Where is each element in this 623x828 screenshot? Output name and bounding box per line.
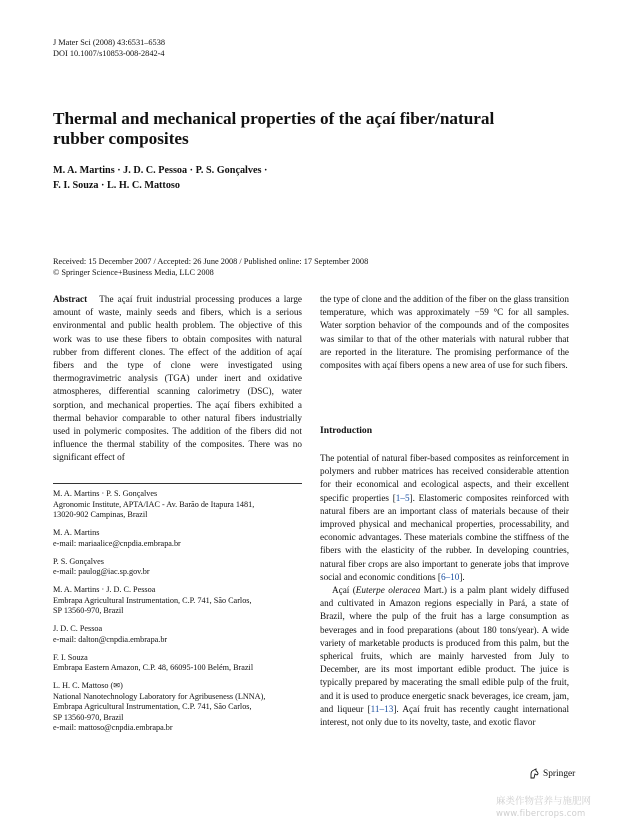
- affiliation-address: 13020-902 Campinas, Brazil: [53, 510, 148, 520]
- affiliation-email[interactable]: e-mail: mattoso@cnpdia.embrapa.br: [53, 723, 173, 733]
- author-list: [53, 164, 523, 193]
- affiliation-names: P. S. Gonçalves: [53, 556, 104, 566]
- intro-p1-text-c: ].: [459, 571, 465, 582]
- affiliation-entry: [53, 624, 302, 645]
- affiliation-entry: [53, 557, 302, 578]
- authors-line-1: M. A. Martins · J. D. C. Pessoa · P. S. Gonçalves ·: [53, 165, 268, 176]
- affiliation-address: National Nanotechnology Laboratory for Agribuseness (LNNA),: [53, 691, 266, 701]
- abstract-paragraph: [53, 293, 302, 465]
- copyright-line: © Springer Science+Business Media, LLC 2008: [53, 268, 214, 277]
- species-name: Euterpe oleracea: [355, 585, 421, 596]
- intro-p2-text-a: Açaí (: [332, 585, 356, 596]
- paper-title: Thermal and mechanical properties of the açaí fiber/natural rubber composites: [53, 109, 495, 148]
- affiliation-entry: [53, 585, 302, 617]
- affiliation-divider: [53, 483, 302, 484]
- affiliation-address: Embrapa Eastern Amazon, C.P. 48, 66095-100 Belém, Brazil: [53, 663, 254, 673]
- affiliation-address: SP 13560-970, Brazil: [53, 712, 124, 722]
- affiliation-entry: [53, 489, 302, 521]
- publisher-name: Springer: [543, 769, 576, 779]
- journal-doi: DOI 10.1007/s10853-008-2842-4: [53, 49, 165, 58]
- affiliation-email[interactable]: e-mail: dalton@cnpdia.embrapa.br: [53, 634, 168, 644]
- intro-p1-text-b: ]. Elastomeric composites reinforced with natural fibers are an important class of materials because of their improved physical and mechanical properties, processability, and economic advantages. These materials combine the stiffness of the fibers with the elasticity of the rubber. In developing countries, natural fiber crops are also important to generate jobs that improve social and economic conditions [: [320, 492, 569, 582]
- affiliations-block: [53, 489, 302, 741]
- affiliation-names: M. A. Martins: [53, 528, 100, 538]
- affiliation-entry: [53, 653, 302, 674]
- authors-line-2: F. I. Souza · L. H. C. Mattoso: [53, 179, 180, 191]
- affiliation-names: J. D. C. Pessoa: [53, 624, 103, 634]
- affiliation-entry: [53, 681, 302, 734]
- affiliation-names: M. A. Martins · P. S. Gonçalves: [53, 489, 158, 498]
- abstract-label: Abstract: [53, 294, 88, 304]
- affiliation-address: Embrapa Agricultural Instrumentation, C.P. 741, São Carlos,: [53, 702, 252, 712]
- journal-citation: J Mater Sci (2008) 43:6531–6538: [53, 38, 165, 47]
- affiliation-names: F. I. Souza: [53, 652, 88, 662]
- introduction-paragraph-1: [320, 452, 569, 584]
- springer-horse-icon: [528, 768, 540, 780]
- site-watermark: [496, 796, 591, 820]
- abstract-text: The açaí fruit industrial processing produces a large amount of waste, mainly seeds and fibers, which is a serious environmental and public health problem. The objective of this work was to use these fibers to obtain composites with natural rubber from different clones. The effect of the addition of açaí fibers and the type of clone were investigated using thermogravimetric analysis (TGA) under inert and oxidative atmospheres, differential scanning calorimetry (DSC), water sorption, and mechanical properties. The açaí fibers exhibited a thermal behavior comparable to other natural fibers industrially used in polymeric composites. The addition of the fibers did not influence the thermal stability of the composites. There was no significant effect of: [53, 294, 302, 463]
- introduction-paragraph-2: [320, 584, 569, 729]
- citation-link[interactable]: 11–13: [370, 703, 394, 714]
- publication-dates: [53, 256, 573, 278]
- affiliation-entry: [53, 528, 302, 549]
- abstract-continued: [320, 293, 569, 372]
- affiliation-email[interactable]: e-mail: paulog@iac.sp.gov.br: [53, 567, 150, 577]
- affiliation-email[interactable]: e-mail: mariaalice@cnpdia.embrapa.br: [53, 538, 181, 548]
- abstract-block: [53, 293, 302, 465]
- affiliation-address: SP 13560-970, Brazil: [53, 606, 124, 616]
- affiliation-address: Agronomic Institute, APTA/IAC - Av. Barão de Itapura 1481,: [53, 499, 255, 509]
- publisher-footer: [528, 768, 575, 780]
- introduction-body: [320, 452, 569, 729]
- introduction-heading: Introduction: [320, 425, 373, 436]
- intro-p1-text-a: The potential of natural fiber-based composites as reinforcement in polymers and rubber matrices has received considerable attention for their economical and ecological aspects, and their excellent specific properties [: [320, 453, 569, 503]
- watermark-chinese: 麻类作物营养与施肥网: [496, 796, 592, 807]
- affiliation-names: L. H. C. Mattoso (✉): [53, 681, 123, 691]
- affiliation-address: Embrapa Agricultural Instrumentation, C.P. 741, São Carlos,: [53, 595, 252, 605]
- abstract-continued-text: the type of clone and the addition of the fiber on the glass transition temperature, which was approximately −59 °C for all samples. Water sorption behavior of the compounds and of the composites was similar to that of the other materials with natural rubber that are reported in the literature. The promising performance of the composites with açaí fibers opens a new area of use for such fibers.: [320, 294, 569, 371]
- received-dates: Received: 15 December 2007 / Accepted: 26 June 2008 / Published online: 17 September 2008: [53, 257, 369, 266]
- citation-link[interactable]: 1–5: [395, 492, 410, 503]
- journal-header: [53, 37, 165, 59]
- intro-p2-text-c: ]. Açaí fruit has recently caught international interest, not only due to its novelty, taste, and exotic flavor: [320, 703, 570, 728]
- citation-link[interactable]: 6–10: [440, 571, 460, 582]
- affiliation-names: M. A. Martins · J. D. C. Pessoa: [53, 585, 156, 595]
- intro-p2-text-b: Mart.) is a palm plant widely diffused and cultivated in Amazon regions especially in Pará, a state of Brazil, where the pulp of the fruit has a large consumption as beverages and in food preparations (about 180 tons/year). A wide variety of marketable products is produced from this palm, but the spherical fruits, which are mainly harvested from July to December, are its most important edible product. The juice is typically prepared by macerating the small edible pulp of the fruit, and it is used to produce energetic snack beverages, ice cream, jam, and liqueur [: [320, 585, 569, 714]
- watermark-url: www.fibercrops.com: [496, 809, 586, 819]
